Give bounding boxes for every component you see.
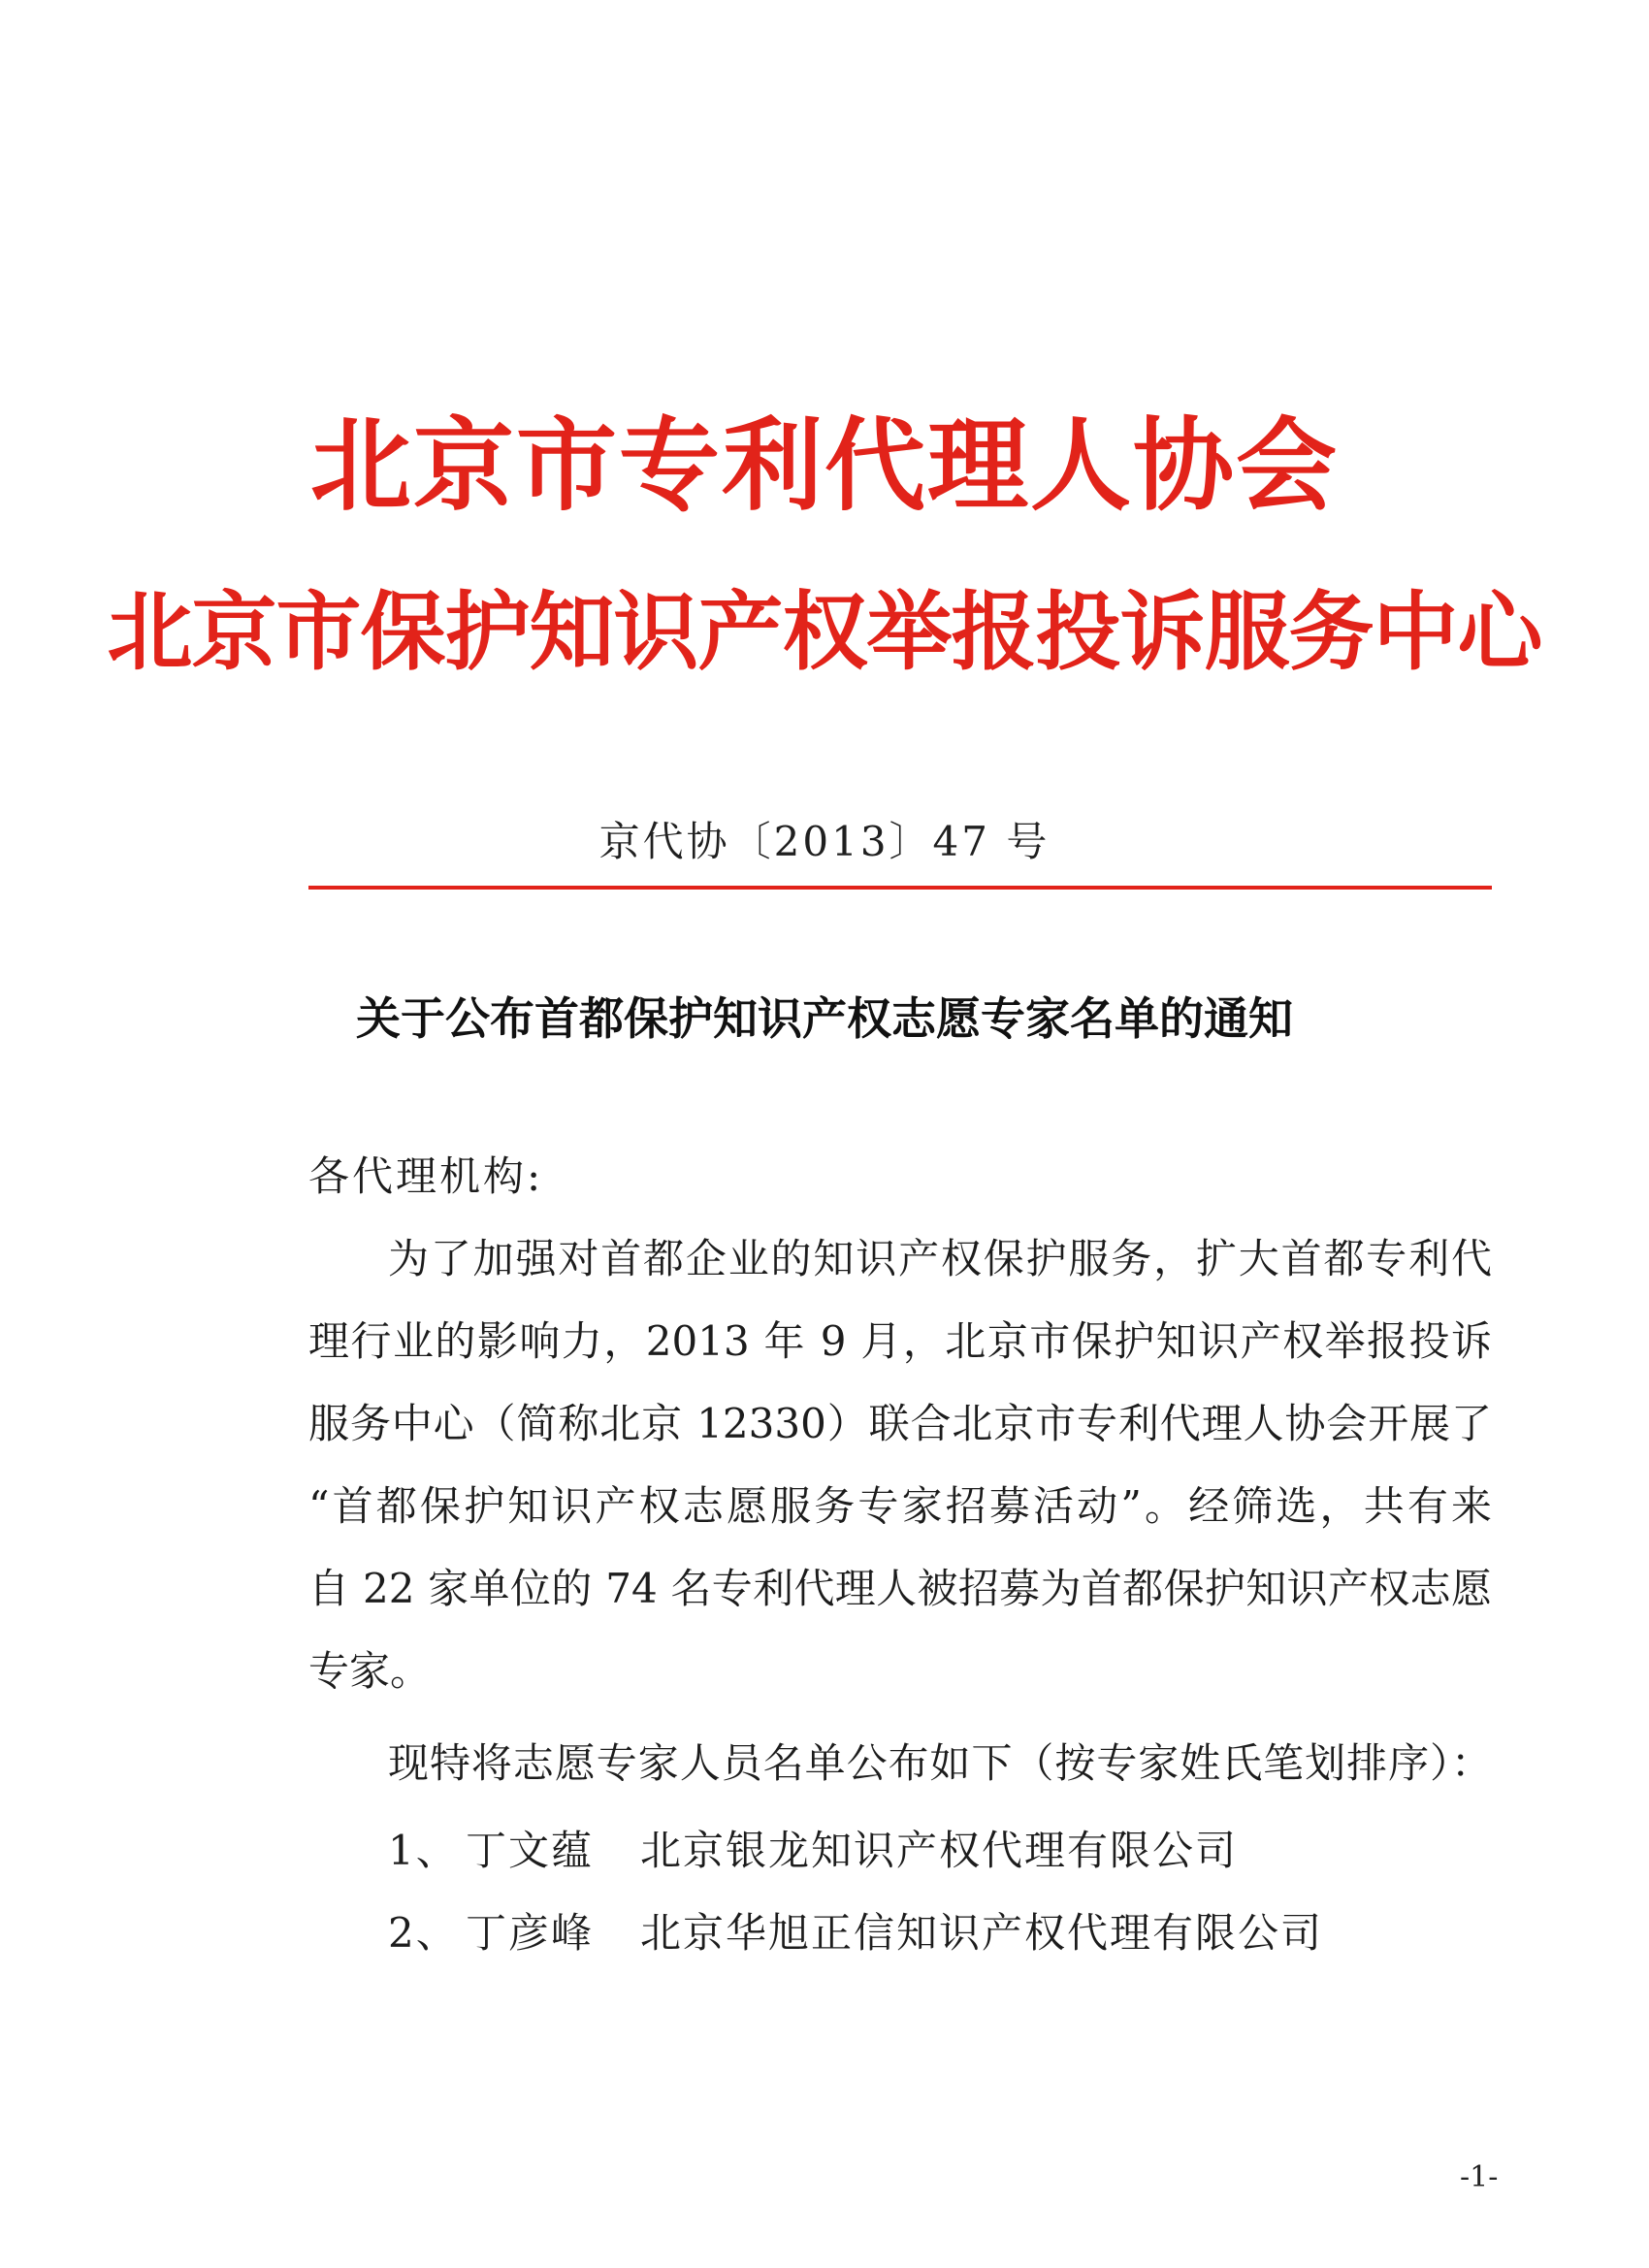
list-item-org: 北京华旭正信知识产权代理有限公司 [640,1909,1324,1957]
list-item-name: 丁彦峰 [466,1909,595,1957]
paragraph-1-line-4: “首都保护知识产权志愿服务专家招募活动”。经筛选，共有来 [308,1482,1492,1530]
paragraph-1-line-1: 为了加强对首都企业的知识产权保护服务，扩大首都专利代 [388,1235,1492,1282]
salutation: 各代理机构: [308,1152,544,1200]
list-item-org: 北京银龙知识产权代理有限公司 [640,1827,1239,1874]
header-org-line-2: 北京市保护知识产权举报投诉服务中心 [107,582,1542,682]
paragraph-1-line-5: 自 22 家单位的 74 名专利代理人被招募为首都保护知识产权志愿 [308,1565,1492,1612]
page-number: -1- [1460,2160,1499,2194]
paragraph-1-line-2: 理行业的影响力，2013 年 9 月，北京市保护知识产权举报投诉 [308,1317,1492,1365]
list-item [388,1906,1323,1960]
notice-title: 关于公布首都保护知识产权志愿专家名单的通知 [356,992,1293,1045]
header-org-line-1: 北京市专利代理人协会 [309,406,1339,525]
list-item [388,1824,1238,1878]
list-item-number: 1、 [388,1827,459,1874]
red-divider-line [308,886,1492,890]
list-item-number: 2、 [388,1909,459,1957]
document-number: 京代协〔2013〕47 号 [598,818,1051,865]
paragraph-1-line-3: 服务中心（简称北京 12330）联合北京市专利代理人协会开展了 [308,1400,1492,1447]
list-item-name: 丁文蕴 [466,1827,595,1874]
paragraph-1-line-6: 专家。 [308,1647,432,1695]
paragraph-2: 现特将志愿专家人员名单公布如下（按专家姓氏笔划排序）： [388,1739,1492,1787]
